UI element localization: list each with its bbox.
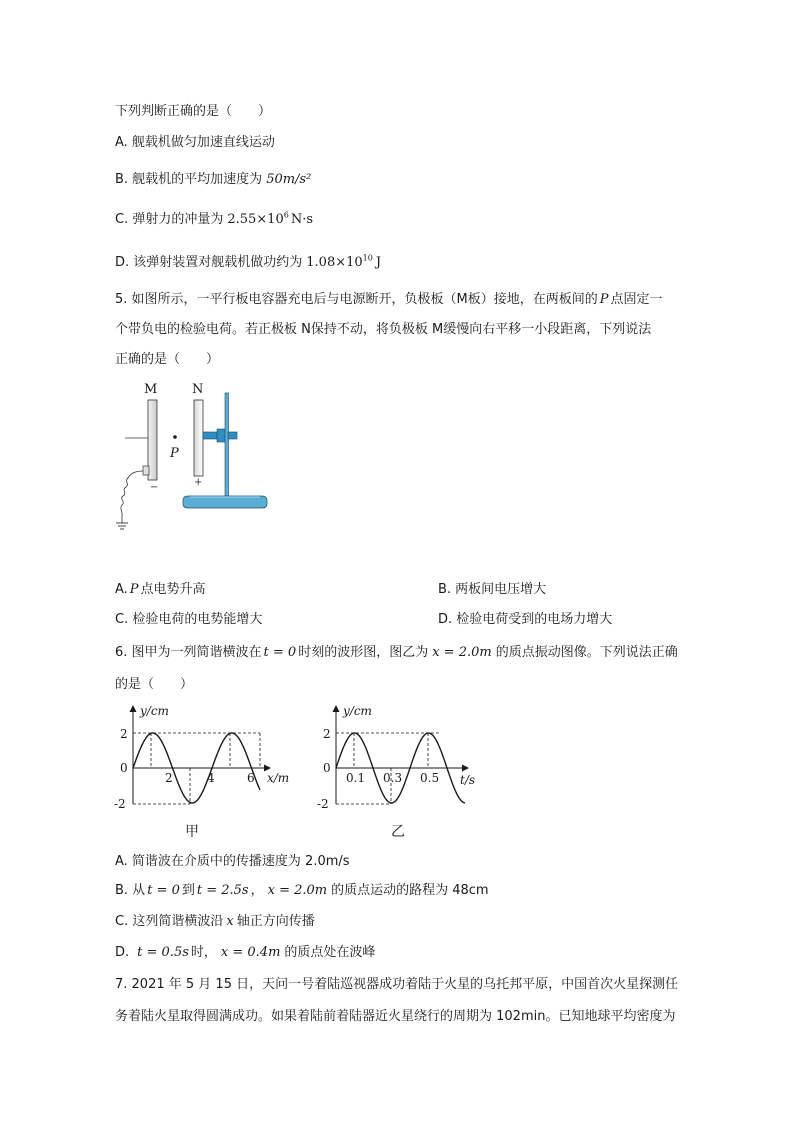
plate-m-terminal — [143, 466, 149, 475]
x-axis-label: t/s — [460, 773, 476, 787]
y-axis-label: y/cm — [343, 704, 372, 718]
q5-stem-line2: 个带负电的检验电荷。若正极板 N保持不动，将负极板 M缓慢向右平移一小段距离，下列说法 — [115, 322, 652, 337]
ground-wire — [121, 471, 143, 523]
stand-clamp — [217, 429, 225, 442]
q5-option-a: A. P 点电势升高 — [115, 582, 206, 597]
plate-m — [148, 400, 157, 480]
xtick-0-5: 0.5 — [420, 771, 440, 785]
wave-graph-jia — [110, 700, 300, 842]
ytick-pos: 2 — [323, 727, 331, 741]
stand-base — [183, 496, 267, 508]
q7-stem-line1: 7. 2021 年 5 月 15 日，天问一号着陆巡视器成功着陆于火星的乌托邦平原，中国首次火星探测任 — [115, 977, 679, 992]
q6-stem-line1: 6. 图甲为一列简谐横波在 t = 0 时刻的波形图，图乙为 x = 2.0m 的质点振动图像。下列说法正确 — [115, 645, 678, 660]
y-axis-label: y/cm — [140, 704, 169, 718]
plate-n — [194, 400, 203, 476]
q4-option-d: D. 该弹射装置对舰载机做功约为 $1.08\times 10^{10}$ J — [115, 253, 382, 270]
q6-option-d: D. t = 0.5s 时， x = 0.4m 的质点处在波峰 — [115, 945, 376, 960]
capacitor-figure — [110, 378, 280, 543]
q5-option-c: C. 检验电荷的电势能增大 — [115, 612, 263, 627]
minus-sign: − — [150, 482, 159, 493]
ytick-neg: -2 — [317, 797, 329, 811]
q4-option-c: C. 弹射力的冲量为 $2.55\times 10^6$ N·s — [115, 210, 314, 227]
q5-option-d: D. 检验电荷受到的电场力增大 — [438, 612, 613, 627]
q6-option-a: A. 简谐波在介质中的传播速度为 2.0m/s — [115, 854, 350, 869]
xtick-0-3: 0.3 — [383, 771, 403, 785]
plus-sign: + — [194, 477, 203, 488]
xtick-0-1: 0.1 — [346, 771, 366, 785]
q6-stem-line2: 的是（ ） — [115, 677, 194, 692]
q6-option-c: C. 这列简谐横波沿 x 轴正方向传播 — [115, 914, 315, 929]
x-axis-label: x/m — [267, 771, 290, 785]
label-p: P — [170, 446, 179, 461]
q4-stem-tail: 下列判断正确的是（ ） — [115, 104, 272, 119]
xtick-6: 6 — [247, 771, 255, 785]
origin-label: 0 — [323, 761, 331, 775]
q5-stem-line3: 正确的是（ ） — [115, 352, 220, 367]
q5-option-b: B. 两板间电压增大 — [438, 582, 547, 597]
xtick-4: 4 — [207, 771, 215, 785]
label-n: N — [192, 382, 204, 397]
point-p — [173, 435, 177, 439]
xtick-2: 2 — [165, 771, 173, 785]
ytick-neg: -2 — [114, 797, 126, 811]
stand-clamp-arm — [203, 432, 217, 439]
q4-option-b: B. 舰载机的平均加速度为 50m/s² — [115, 172, 312, 187]
stand-knob — [228, 432, 237, 439]
q7-stem-line2: 务着陆火星取得圆满成功。如果着陆前着陆器近火星绕行的周期为 102min。已知地球平均密度为 — [115, 1009, 676, 1024]
ytick-pos: 2 — [120, 727, 128, 741]
caption-jia: 甲 — [185, 824, 199, 840]
q5-stem-line1: 5. 如图所示，一平行板电容器充电后与电源断开，负极板（M板）接地，在两板间的 P 点固定一 — [115, 292, 663, 307]
q6-option-b: B. 从 t = 0 到 t = 2.5s ， x = 2.0m 的质点运动的路程为 48cm — [115, 883, 489, 898]
caption-yi: 乙 — [391, 824, 405, 840]
stand-rod — [225, 393, 229, 496]
q4-option-a: A. 舰载机做匀加速直线运动 — [115, 135, 275, 150]
origin-label: 0 — [120, 761, 128, 775]
label-m: M — [144, 382, 158, 397]
vibration-graph-yi — [313, 700, 503, 842]
